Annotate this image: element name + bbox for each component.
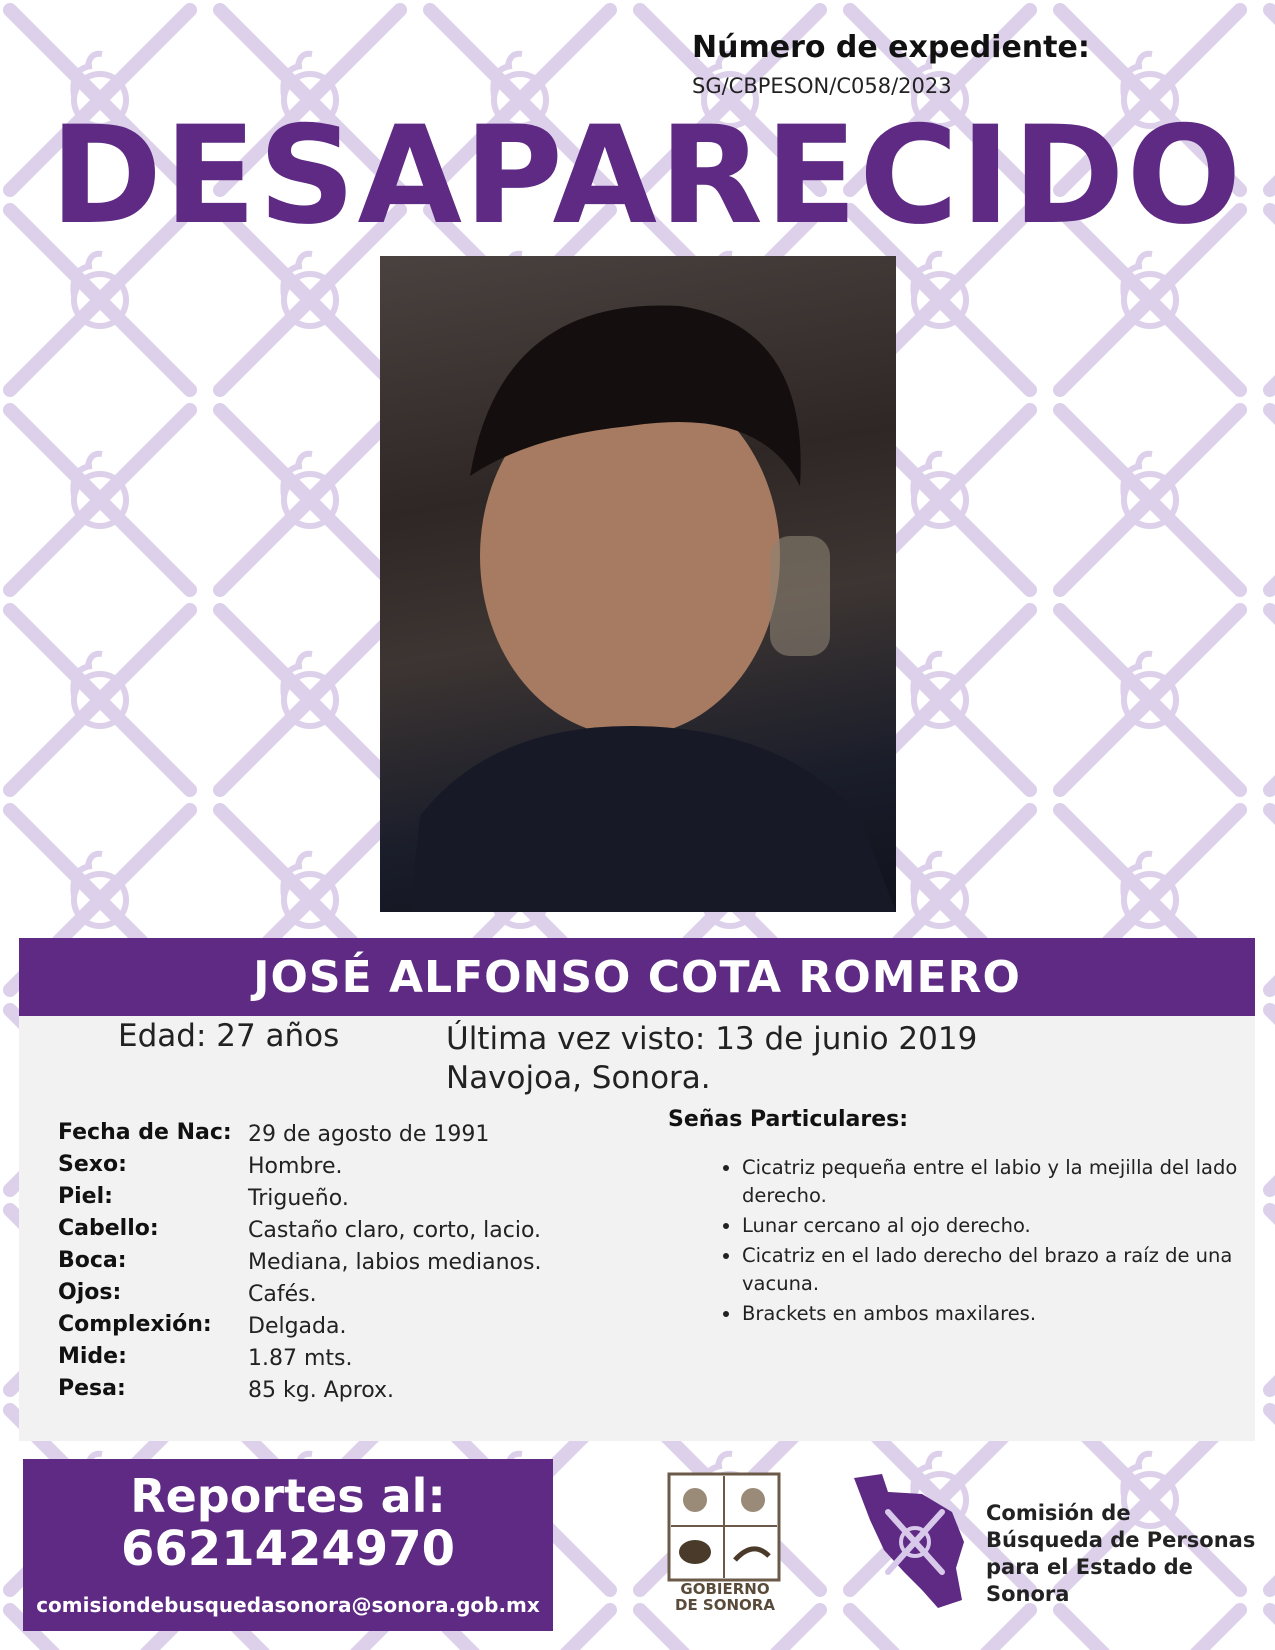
detail-label: Complexión: — [58, 1312, 212, 1337]
detail-label: Fecha de Nac: — [58, 1120, 232, 1145]
person-photo — [380, 256, 896, 912]
comision-line: para el Estado de Sonora — [986, 1555, 1193, 1606]
report-box — [23, 1459, 553, 1631]
detail-value: Mediana, labios medianos. — [248, 1250, 542, 1275]
gobierno-line: GOBIERNO — [680, 1580, 770, 1598]
last-seen-place: Navojoa, Sonora. — [446, 1059, 711, 1096]
person-age: Edad: 27 años — [118, 1018, 340, 1054]
detail-label: Mide: — [58, 1344, 127, 1369]
person-name: JOSÉ ALFONSO COTA ROMERO — [253, 951, 1021, 1003]
detail-value: 29 de agosto de 1991 — [248, 1122, 490, 1147]
detail-value: Trigueño. — [248, 1186, 349, 1211]
list-item: • Cicatriz en el lado derecho del brazo a raíz de una vacuna. — [742, 1242, 1272, 1298]
report-email[interactable]: comisiondebusquedasonora@sonora.gob.mx — [36, 1593, 540, 1617]
person-silhouette-icon — [380, 256, 896, 912]
comision-line: Búsqueda de Personas — [986, 1528, 1256, 1552]
comision-logo-text — [986, 1500, 1275, 1608]
page-title: DESAPARECIDO — [50, 97, 1244, 254]
detail-value: Cafés. — [248, 1282, 317, 1307]
last-seen — [446, 1020, 977, 1098]
detail-label: Cabello: — [58, 1216, 159, 1241]
senas-title: Señas Particulares: — [668, 1107, 909, 1132]
detail-label: Piel: — [58, 1184, 113, 1209]
list-item: • Lunar cercano al ojo derecho. — [742, 1212, 1272, 1240]
detail-label: Sexo: — [58, 1152, 127, 1177]
detail-value: 1.87 mts. — [248, 1346, 353, 1371]
detail-value: Delgada. — [248, 1314, 347, 1339]
last-seen-date: Última vez visto: 13 de junio 2019 — [446, 1021, 978, 1057]
senas-list — [700, 1154, 1272, 1330]
detail-label: Pesa: — [58, 1376, 126, 1401]
expediente-label: Número de expediente: — [692, 30, 1090, 65]
expediente-number: SG/CBPESON/C058/2023 — [692, 74, 952, 98]
detail-value: 85 kg. Aprox. — [248, 1378, 395, 1403]
report-phone[interactable]: 6621424970 — [121, 1521, 455, 1577]
detail-label: Boca: — [58, 1248, 127, 1273]
detail-label: Ojos: — [58, 1280, 122, 1305]
detail-value: Hombre. — [248, 1154, 343, 1179]
name-banner — [19, 938, 1255, 1016]
gobierno-sonora-logo-text — [655, 1582, 795, 1614]
comision-logo-icon — [852, 1472, 972, 1612]
list-item: • Cicatriz pequeña entre el labio y la mejilla del lado derecho. — [742, 1154, 1272, 1210]
report-label: Reportes al: — [130, 1469, 446, 1523]
list-item: • Brackets en ambos maxilares. — [742, 1300, 1272, 1328]
comision-line: Comisión de — [986, 1501, 1131, 1525]
sonora-line: DE SONORA — [675, 1595, 775, 1614]
detail-value: Castaño claro, corto, lacio. — [248, 1218, 542, 1243]
